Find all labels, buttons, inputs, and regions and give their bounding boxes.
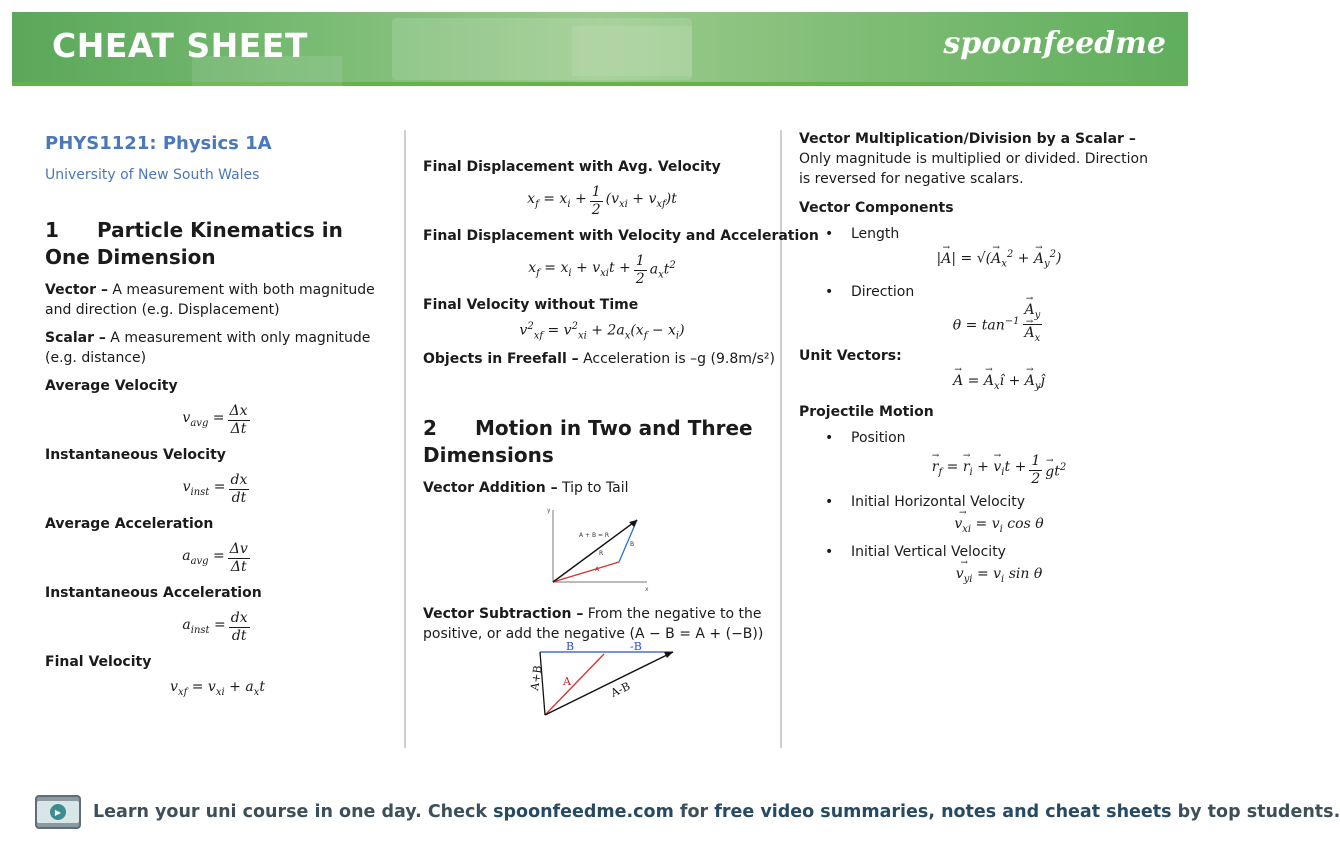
footer-promo xyxy=(35,794,1340,830)
footer-text-part: Learn your uni course in one day. Check xyxy=(93,802,494,822)
bullet-position: • Position xyxy=(799,428,1149,448)
scalar-multiplication-note xyxy=(799,129,1149,189)
column-2 xyxy=(423,128,819,722)
label-b: B xyxy=(566,640,575,653)
section-number: 1 xyxy=(45,218,59,242)
label-a-minus-b: A-B xyxy=(608,679,633,700)
university-name: University of New South Wales xyxy=(45,167,260,183)
section-number: 2 xyxy=(423,416,437,440)
formula-position: → $r_f$ = → $r_i$ + → $v_it$ + $\frac{1}{2}$ → $gt^2$ xyxy=(799,448,1149,492)
freefall-note xyxy=(423,349,781,369)
video-screen xyxy=(37,801,79,823)
term: Vector Addition – xyxy=(423,480,558,496)
footer-text xyxy=(93,802,1340,822)
heading-final-velocity: Final Velocity xyxy=(45,654,152,670)
heading-instantaneous-acceleration: Instantaneous Acceleration xyxy=(45,585,262,601)
label-r: R xyxy=(599,550,604,557)
formula-length: |→ A| = √(→ $A_x^2$ + → $A_y^2$) xyxy=(799,244,1149,276)
bullet-direction: • Direction xyxy=(799,282,1149,302)
y-axis-label: y xyxy=(547,507,551,514)
formula-average-velocity: $v_{avg}$ = $\frac{\Delta x}{\Delta t}$ xyxy=(182,403,248,437)
header-banner xyxy=(12,12,1188,86)
column-1 xyxy=(45,128,390,708)
definition-vector xyxy=(45,280,390,320)
vector-a-arrow xyxy=(553,562,619,582)
vector-subtraction-note xyxy=(423,604,781,644)
term: Vector Subtraction – xyxy=(423,606,584,622)
formula-instantaneous-velocity: $v_{inst}$ = $\frac{dx}{dt}$ xyxy=(182,472,248,506)
vector-subtraction-diagram xyxy=(423,640,781,722)
play-icon: ▶ xyxy=(50,804,66,820)
formula-direction: $\theta = \tan^{-1}$ → $A_y$ → $A_x$ xyxy=(799,302,1149,346)
bullet-initial-horizontal-velocity: • Initial Horizontal Velocity xyxy=(799,492,1149,512)
heading-final-displacement-va: Final Displacement with Velocity and Acceleration xyxy=(423,228,819,244)
x-axis-label: x xyxy=(645,586,649,593)
vector-addition-note xyxy=(423,478,781,498)
section-title: Particle Kinematics in One Dimension xyxy=(45,218,343,269)
heading-final-displacement-avg: Final Displacement with Avg. Velocity xyxy=(423,159,721,175)
formula-instantaneous-acceleration: $a_{inst}$ = $\frac{dx}{dt}$ xyxy=(182,610,248,644)
label-b: B xyxy=(630,541,635,548)
heading-average-velocity: Average Velocity xyxy=(45,378,178,394)
video-icon[interactable] xyxy=(35,795,81,829)
banner-book-graphic xyxy=(572,26,692,76)
definition: Acceleration is –g (9.8m/s²) xyxy=(578,351,775,367)
definition: Only magnitude is multiplied or divided. Direction is reversed for negative scalars. xyxy=(799,151,1148,187)
heading-average-acceleration: Average Acceleration xyxy=(45,516,214,532)
formula-average-acceleration: $a_{avg}$ = $\frac{\Delta v}{\Delta t}$ xyxy=(182,541,248,575)
label-a-plus-b: A+B xyxy=(528,664,545,692)
term: Vector Multiplication/Division by a Scalar – xyxy=(799,131,1136,147)
footer-text-part: for xyxy=(673,802,715,822)
heading-final-velocity-no-time: Final Velocity without Time xyxy=(423,297,639,313)
footer-offer: free video summaries, notes and cheat sheets xyxy=(714,802,1172,822)
vector-addition-diagram xyxy=(423,500,781,593)
label-a: A xyxy=(563,675,571,688)
label-neg-b: -B xyxy=(630,640,642,653)
bullet-length: • Length xyxy=(799,224,1149,244)
heading-unit-vectors: Unit Vectors: xyxy=(799,348,902,364)
formula-final-displacement-va: $x_f = x_i + v_{xi}t$ + $\frac{1}{2}$ $a_xt^2$ xyxy=(528,253,676,287)
formula-final-velocity: $v_{xf} = v_{xi} + a_xt$ xyxy=(170,679,265,698)
definition: A measurement with only magnitude (e.g. distance) xyxy=(45,330,371,366)
brand-logo[interactable]: spoonfeedme xyxy=(943,26,1166,61)
definition: A measurement with both magnitude and direction (e.g. Displacement) xyxy=(45,282,375,318)
term: Vector – xyxy=(45,282,108,298)
formula-initial-horizontal-velocity: → $v_{xi} = v_i$ cos θ xyxy=(799,512,1149,542)
footer-text-part: by top students. xyxy=(1171,802,1340,822)
sum-label: A + B = R xyxy=(579,532,610,539)
definition-scalar xyxy=(45,328,390,368)
section-heading xyxy=(45,217,390,271)
section-heading xyxy=(423,415,781,469)
formula-initial-vertical-velocity: → $v_{yi} = v_i$ sin θ xyxy=(799,562,1149,592)
term: Objects in Freefall – xyxy=(423,351,579,367)
label-a: A xyxy=(595,566,600,573)
section-title: Motion in Two and Three Dimensions xyxy=(423,416,753,467)
footer-site-link[interactable]: spoonfeedme.com xyxy=(493,802,674,822)
definition: From the negative to the positive, or add the negative (A − B = A + (−B)) xyxy=(423,606,764,642)
formula-final-velocity-no-time: $v^2_{xf} = v^2_{xi} + 2a_x(x_f - x_i)$ xyxy=(519,321,685,342)
heading-vector-components: Vector Components xyxy=(799,200,954,216)
vector-a-arrow xyxy=(545,654,604,715)
definition: Tip to Tail xyxy=(557,480,629,496)
heading-projectile-motion: Projectile Motion xyxy=(799,404,934,420)
column-3 xyxy=(799,129,1149,592)
bullet-initial-vertical-velocity: • Initial Vertical Velocity xyxy=(799,542,1149,562)
page-title: CHEAT SHEET xyxy=(52,26,308,65)
heading-instantaneous-velocity: Instantaneous Velocity xyxy=(45,447,226,463)
course-title: PHYS1121: Physics 1A xyxy=(45,133,272,154)
formula-unit-vectors: → A = → $A_xî$ + → $A_yĵ$ xyxy=(799,366,1149,402)
term: Scalar – xyxy=(45,330,106,346)
column-divider xyxy=(404,130,406,748)
formula-final-displacement-avg: $x_f = x_i$ + $\frac{1}{2}$ $(v_{xi} + v_{xf})t$ xyxy=(527,184,677,218)
